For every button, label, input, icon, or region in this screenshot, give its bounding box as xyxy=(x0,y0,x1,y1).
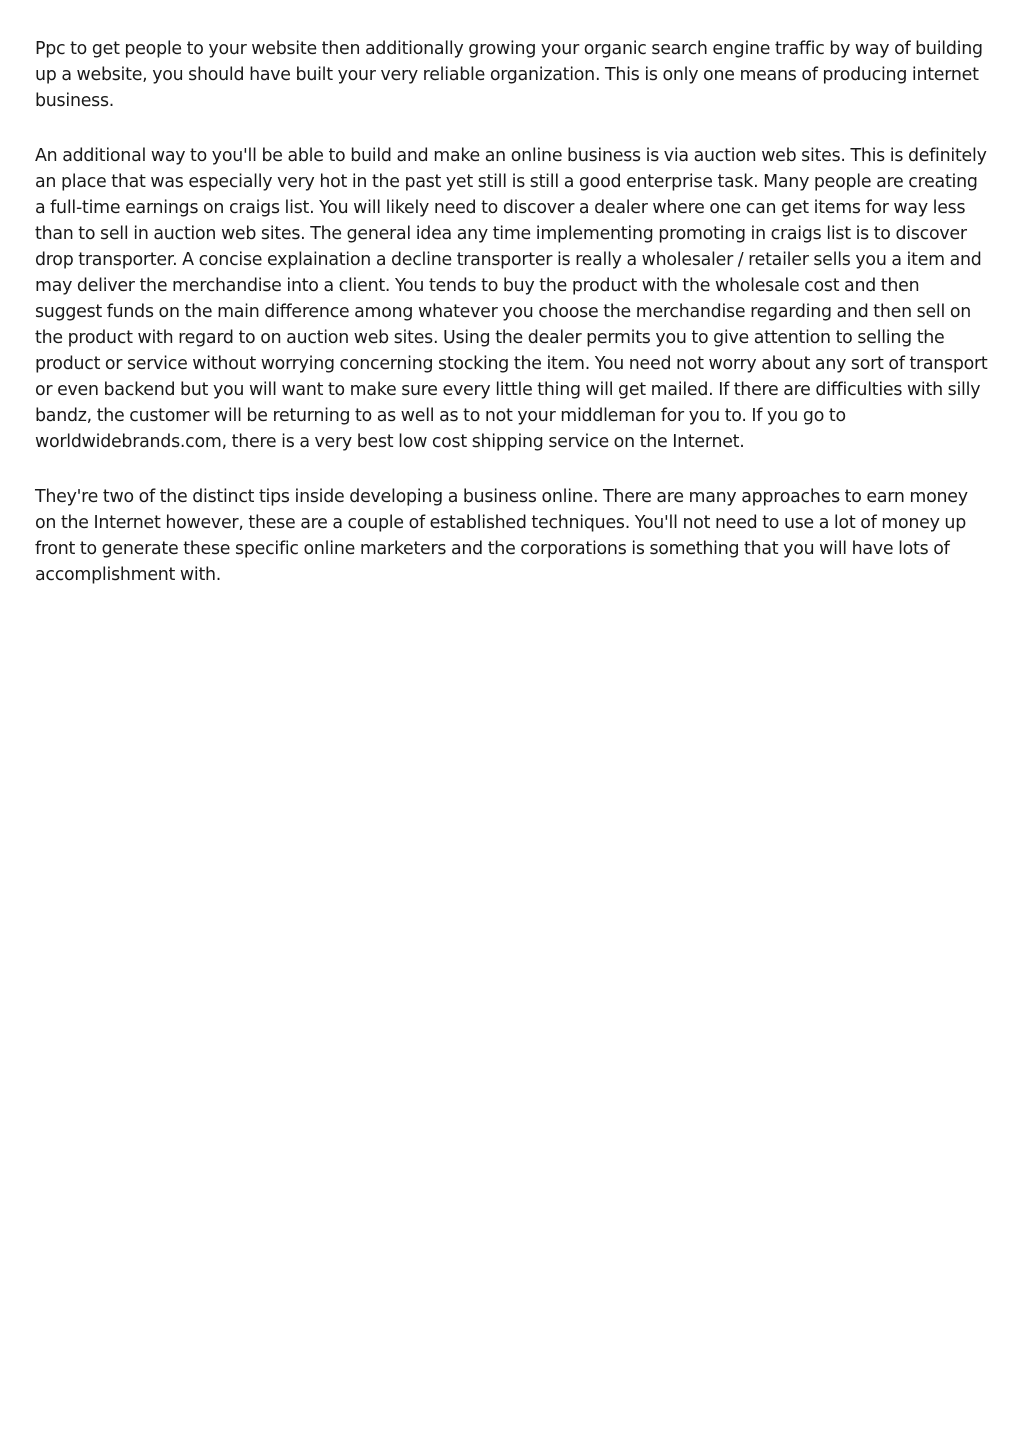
paragraph-1: Ppc to get people to your website then additionally growing your organic search engine traffic by way of building up a website, you should have built your very reliable organization. This is only one means of producing internet business. xyxy=(35,39,983,111)
document-body xyxy=(35,36,990,617)
paragraph-3: They're two of the distinct tips inside developing a business online. There are many approaches to earn money on the Internet however, these are a couple of established techniques. You'll not need to use a lot of money up front to generate these specific online marketers and the corporations is something that you will have lots of accomplishment with. xyxy=(35,487,968,585)
paragraph-2: An additional way to you'll be able to build and make an online business is via auction web sites. This is definitely an place that was especially very hot in the past yet still is still a good enterprise task. Many people are creating a full-time earnings on craigs list. You will likely need to discover a dealer where one can get items for way less than to sell in auction web sites. The general idea any time implementing promoting in craigs list is to discover drop transporter. A concise explaination a decline transporter is really a wholesaler / retailer sells you a item and may deliver the merchandise into a client. You tends to buy the product with the wholesale cost and then suggest funds on the main difference among whatever you choose the merchandise regarding and then sell on the product with regard to on auction web sites. Using the dealer permits you to give attention to selling the product or service without worrying concerning stocking the item. You need not worry about any sort of transport or even backend but you will want to make sure every little thing will get mailed. If there are difficulties with silly bandz, the customer will be returning to as well as to not your middleman for you to. If you go to worldwidebrands.com, there is a very best low cost shipping service on the Internet. xyxy=(35,146,988,452)
